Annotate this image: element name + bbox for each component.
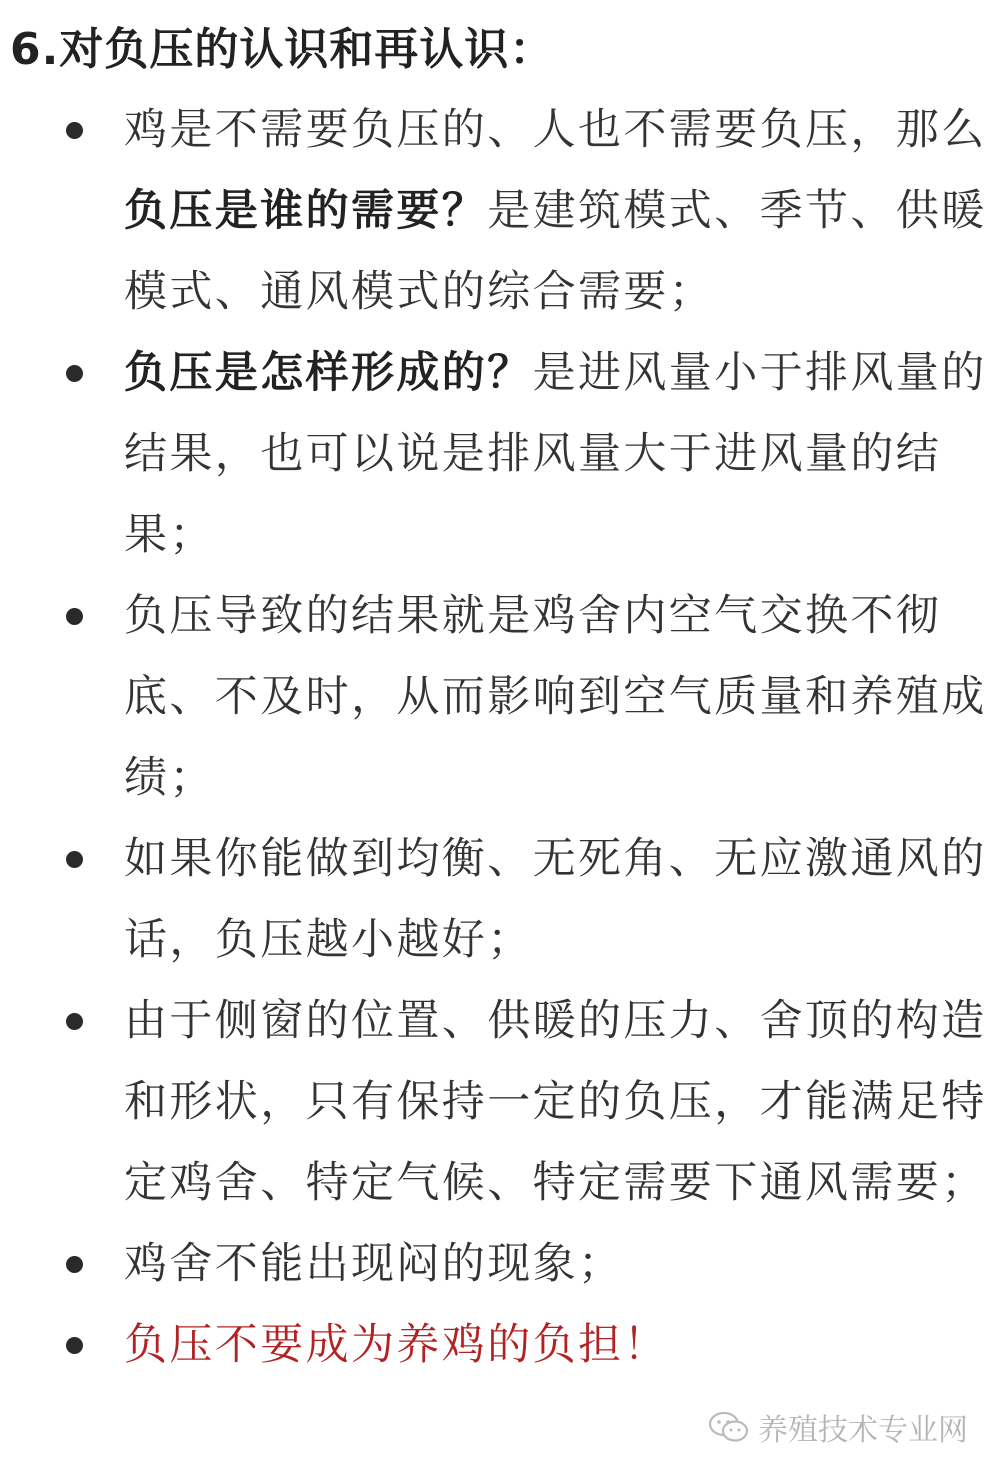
bullet-dot bbox=[66, 122, 83, 139]
wechat-icon bbox=[708, 1410, 750, 1444]
item-text: 是建筑模式、季节、供暖模式、通风模式的综合需要； bbox=[124, 186, 987, 317]
item-bold-text: 负压是怎样形成的？ bbox=[124, 348, 533, 398]
bullet-list bbox=[0, 90, 1000, 1386]
list-item bbox=[0, 1224, 990, 1305]
item-bold-text: 负压是谁的需要？ bbox=[124, 186, 488, 236]
list-item bbox=[0, 576, 990, 819]
list-item bbox=[0, 981, 990, 1224]
watermark-text: 养殖技术专业网 bbox=[758, 1413, 968, 1448]
item-text: 是进风量小于排风量的结果，也可以说是排风量大于进风量的结果； bbox=[124, 348, 987, 560]
list-item bbox=[0, 90, 990, 333]
item-text: 鸡是不需要负压的、人也不需要负压，那么 bbox=[124, 105, 987, 155]
bullet-dot bbox=[66, 1256, 83, 1273]
list-item bbox=[0, 1305, 990, 1386]
bullet-dot bbox=[66, 1337, 83, 1354]
item-text: 负压导致的结果就是鸡舍内空气交换不彻底、不及时，从而影响到空气质量和养殖成绩； bbox=[124, 591, 987, 803]
bullet-dot bbox=[66, 1013, 83, 1030]
list-item bbox=[0, 819, 990, 981]
list-item bbox=[0, 333, 990, 576]
bullet-dot bbox=[66, 608, 83, 625]
section-heading: 6.对负压的认识和再认识： bbox=[10, 24, 555, 75]
bullet-dot bbox=[66, 365, 83, 382]
item-text: 由于侧窗的位置、供暖的压力、舍顶的构造和形状，只有保持一定的负压，才能满足特定鸡舍、特定气候、特定需要下通风需要； bbox=[124, 996, 987, 1208]
item-text: 如果你能做到均衡、无死角、无应激通风的话，负压越小越好； bbox=[124, 834, 987, 965]
item-highlight-text: 负压不要成为养鸡的负担！ bbox=[124, 1320, 669, 1370]
item-text: 鸡舍不能出现闷的现象； bbox=[124, 1239, 624, 1289]
watermark bbox=[708, 1405, 968, 1449]
bullet-dot bbox=[66, 851, 83, 868]
